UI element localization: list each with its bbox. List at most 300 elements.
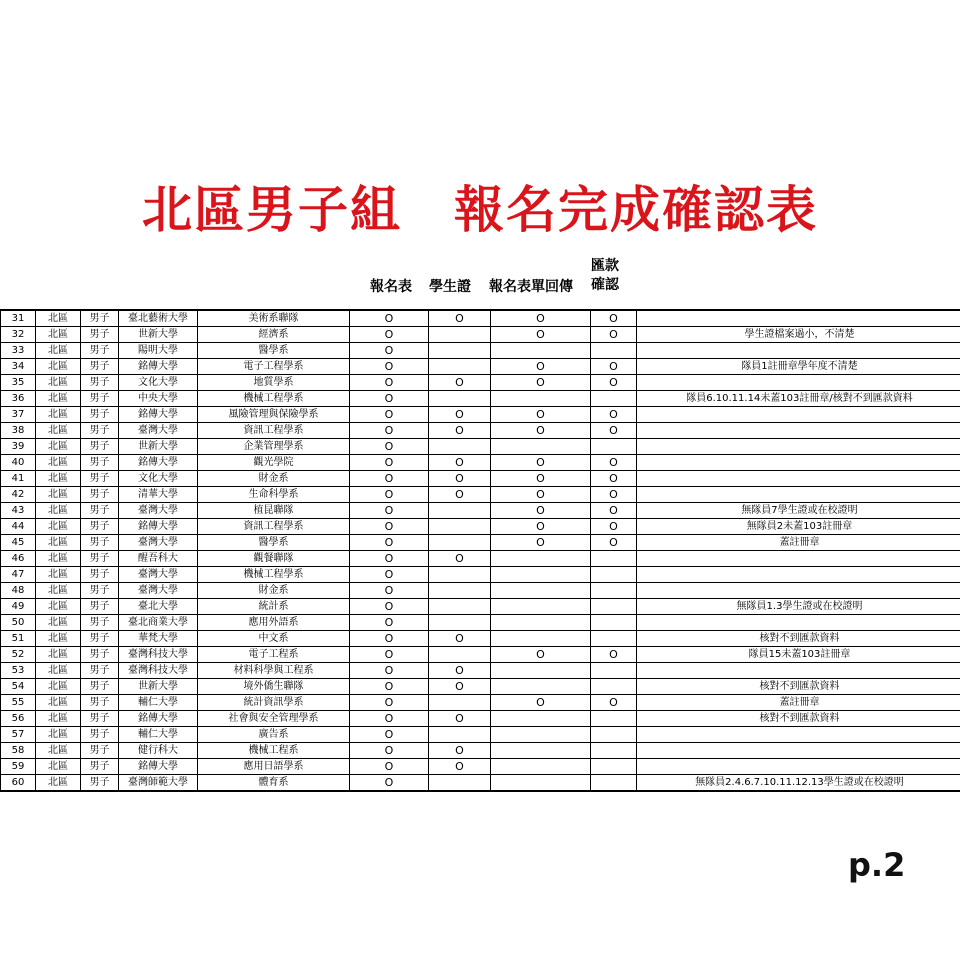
row-number-cell: 47 [1, 567, 36, 583]
note-cell [637, 743, 960, 759]
payment-confirm-mark: O [591, 375, 637, 391]
note-cell: 隊員15未蓋103註冊章 [637, 647, 960, 663]
header-form-return: 報名表單回傳 [489, 279, 573, 295]
payment-confirm-mark [591, 775, 637, 792]
registration-form-mark: O [350, 359, 429, 375]
table-row [1, 695, 960, 711]
row-number-cell: 49 [1, 599, 36, 615]
row-number-cell: 43 [1, 503, 36, 519]
payment-confirm-mark [591, 631, 637, 647]
registration-table [0, 309, 960, 792]
department-cell: 社會與安全管理學系 [198, 711, 350, 727]
payment-confirm-mark [591, 567, 637, 583]
region-cell: 北區 [36, 455, 81, 471]
form-return-mark [491, 439, 591, 455]
table-row [1, 503, 960, 519]
region-cell: 北區 [36, 727, 81, 743]
student-id-mark: O [429, 551, 491, 567]
form-return-mark [491, 391, 591, 407]
student-id-mark [429, 727, 491, 743]
registration-form-mark: O [350, 375, 429, 391]
table-row [1, 359, 960, 375]
student-id-mark: O [429, 375, 491, 391]
region-cell: 北區 [36, 423, 81, 439]
school-cell: 臺灣科技大學 [119, 663, 198, 679]
registration-form-mark: O [350, 615, 429, 631]
row-number-cell: 51 [1, 631, 36, 647]
gender-cell: 男子 [81, 775, 119, 792]
gender-cell: 男子 [81, 375, 119, 391]
gender-cell: 男子 [81, 407, 119, 423]
gender-cell: 男子 [81, 391, 119, 407]
row-number-cell: 48 [1, 583, 36, 599]
region-cell: 北區 [36, 583, 81, 599]
school-cell: 臺北藝術大學 [119, 310, 198, 327]
payment-confirm-mark: O [591, 423, 637, 439]
header-payment-line2: 確認 [591, 277, 619, 293]
row-number-cell: 58 [1, 743, 36, 759]
form-return-mark: O [491, 695, 591, 711]
note-cell [637, 759, 960, 775]
form-return-mark: O [491, 647, 591, 663]
region-cell: 北區 [36, 743, 81, 759]
table-row [1, 310, 960, 327]
student-id-mark: O [429, 743, 491, 759]
gender-cell: 男子 [81, 679, 119, 695]
department-cell: 美術系聯隊 [198, 310, 350, 327]
row-number-cell: 60 [1, 775, 36, 792]
school-cell: 臺灣大學 [119, 535, 198, 551]
department-cell: 統計資訊學系 [198, 695, 350, 711]
form-return-mark: O [491, 359, 591, 375]
note-cell [637, 407, 960, 423]
region-cell: 北區 [36, 663, 81, 679]
registration-form-mark: O [350, 631, 429, 647]
student-id-mark: O [429, 310, 491, 327]
region-cell: 北區 [36, 535, 81, 551]
gender-cell: 男子 [81, 487, 119, 503]
student-id-mark [429, 775, 491, 792]
student-id-mark [429, 583, 491, 599]
gender-cell: 男子 [81, 743, 119, 759]
school-cell: 世新大學 [119, 679, 198, 695]
row-number-cell: 32 [1, 327, 36, 343]
header-registration-form: 報名表 [370, 279, 412, 295]
student-id-mark [429, 439, 491, 455]
department-cell: 應用日語學系 [198, 759, 350, 775]
school-cell: 臺灣大學 [119, 567, 198, 583]
student-id-mark: O [429, 711, 491, 727]
region-cell: 北區 [36, 343, 81, 359]
school-cell: 臺北商業大學 [119, 615, 198, 631]
note-cell: 無隊員2未蓋103註冊章 [637, 519, 960, 535]
department-cell: 廣告系 [198, 727, 350, 743]
region-cell: 北區 [36, 631, 81, 647]
form-return-mark [491, 567, 591, 583]
gender-cell: 男子 [81, 519, 119, 535]
note-cell: 隊員1註冊章學年度不清楚 [637, 359, 960, 375]
registration-form-mark: O [350, 327, 429, 343]
school-cell: 文化大學 [119, 471, 198, 487]
table-row [1, 423, 960, 439]
table-row [1, 679, 960, 695]
payment-confirm-mark [591, 759, 637, 775]
student-id-mark: O [429, 679, 491, 695]
form-return-mark [491, 583, 591, 599]
payment-confirm-mark: O [591, 359, 637, 375]
payment-confirm-mark: O [591, 407, 637, 423]
row-number-cell: 57 [1, 727, 36, 743]
note-cell [637, 727, 960, 743]
student-id-mark [429, 359, 491, 375]
gender-cell: 男子 [81, 647, 119, 663]
student-id-mark: O [429, 631, 491, 647]
row-number-cell: 46 [1, 551, 36, 567]
row-number-cell: 55 [1, 695, 36, 711]
registration-form-mark: O [350, 519, 429, 535]
form-return-mark: O [491, 310, 591, 327]
department-cell: 資訊工程學系 [198, 519, 350, 535]
payment-confirm-mark [591, 711, 637, 727]
department-cell: 機械工程學系 [198, 567, 350, 583]
page-number: p.2 [848, 846, 906, 884]
student-id-mark [429, 343, 491, 359]
table-row [1, 743, 960, 759]
note-cell [637, 375, 960, 391]
student-id-mark [429, 535, 491, 551]
payment-confirm-mark [591, 727, 637, 743]
department-cell: 資訊工程學系 [198, 423, 350, 439]
registration-form-mark: O [350, 679, 429, 695]
note-cell [637, 343, 960, 359]
row-number-cell: 59 [1, 759, 36, 775]
row-number-cell: 39 [1, 439, 36, 455]
school-cell: 臺北大學 [119, 599, 198, 615]
school-cell: 臺灣大學 [119, 583, 198, 599]
note-cell [637, 615, 960, 631]
payment-confirm-mark [591, 663, 637, 679]
region-cell: 北區 [36, 647, 81, 663]
note-cell [637, 423, 960, 439]
payment-confirm-mark: O [591, 310, 637, 327]
department-cell: 地質學系 [198, 375, 350, 391]
row-number-cell: 54 [1, 679, 36, 695]
form-return-mark: O [491, 327, 591, 343]
gender-cell: 男子 [81, 695, 119, 711]
table-row [1, 375, 960, 391]
table-row [1, 439, 960, 455]
region-cell: 北區 [36, 310, 81, 327]
gender-cell: 男子 [81, 535, 119, 551]
form-return-mark [491, 679, 591, 695]
payment-confirm-mark: O [591, 471, 637, 487]
form-return-mark [491, 775, 591, 792]
school-cell: 文化大學 [119, 375, 198, 391]
payment-confirm-mark [591, 743, 637, 759]
registration-form-mark: O [350, 535, 429, 551]
note-cell: 核對不到匯款資料 [637, 631, 960, 647]
registration-form-mark: O [350, 759, 429, 775]
form-return-mark [491, 759, 591, 775]
note-cell: 核對不到匯款資料 [637, 711, 960, 727]
note-cell [637, 310, 960, 327]
student-id-mark: O [429, 471, 491, 487]
school-cell: 中央大學 [119, 391, 198, 407]
note-cell [637, 551, 960, 567]
department-cell: 財金系 [198, 583, 350, 599]
note-cell: 學生證檔案過小，不清楚 [637, 327, 960, 343]
department-cell: 觀餐聯隊 [198, 551, 350, 567]
row-number-cell: 52 [1, 647, 36, 663]
school-cell: 輔仁大學 [119, 695, 198, 711]
department-cell: 醫學系 [198, 535, 350, 551]
student-id-mark [429, 647, 491, 663]
registration-form-mark: O [350, 711, 429, 727]
registration-form-mark: O [350, 391, 429, 407]
school-cell: 臺灣師範大學 [119, 775, 198, 792]
row-number-cell: 56 [1, 711, 36, 727]
student-id-mark: O [429, 455, 491, 471]
form-return-mark [491, 631, 591, 647]
school-cell: 陽明大學 [119, 343, 198, 359]
registration-form-mark: O [350, 503, 429, 519]
form-return-mark [491, 711, 591, 727]
note-cell [637, 439, 960, 455]
note-cell: 核對不到匯款資料 [637, 679, 960, 695]
table-row [1, 343, 960, 359]
table-row [1, 647, 960, 663]
payment-confirm-mark: O [591, 647, 637, 663]
row-number-cell: 38 [1, 423, 36, 439]
student-id-mark [429, 615, 491, 631]
row-number-cell: 35 [1, 375, 36, 391]
table-row [1, 727, 960, 743]
table-row [1, 567, 960, 583]
table-row [1, 759, 960, 775]
table-row [1, 471, 960, 487]
registration-form-mark: O [350, 775, 429, 792]
payment-confirm-mark: O [591, 327, 637, 343]
header-payment-line1: 匯款 [591, 258, 619, 274]
department-cell: 企業管理學系 [198, 439, 350, 455]
region-cell: 北區 [36, 375, 81, 391]
header-student-id: 學生證 [429, 279, 471, 295]
gender-cell: 男子 [81, 359, 119, 375]
form-return-mark: O [491, 375, 591, 391]
note-cell [637, 583, 960, 599]
registration-form-mark: O [350, 583, 429, 599]
registration-form-mark: O [350, 487, 429, 503]
region-cell: 北區 [36, 503, 81, 519]
row-number-cell: 40 [1, 455, 36, 471]
student-id-mark: O [429, 407, 491, 423]
school-cell: 銘傳大學 [119, 407, 198, 423]
row-number-cell: 53 [1, 663, 36, 679]
region-cell: 北區 [36, 519, 81, 535]
registration-form-mark: O [350, 423, 429, 439]
table-row [1, 391, 960, 407]
department-cell: 風險管理與保險學系 [198, 407, 350, 423]
gender-cell: 男子 [81, 455, 119, 471]
school-cell: 銘傳大學 [119, 359, 198, 375]
department-cell: 統計系 [198, 599, 350, 615]
region-cell: 北區 [36, 487, 81, 503]
student-id-mark: O [429, 423, 491, 439]
gender-cell: 男子 [81, 310, 119, 327]
gender-cell: 男子 [81, 471, 119, 487]
school-cell: 清華大學 [119, 487, 198, 503]
region-cell: 北區 [36, 391, 81, 407]
form-return-mark: O [491, 487, 591, 503]
page-title: 北區男子組 報名完成確認表 [142, 180, 818, 239]
student-id-mark [429, 391, 491, 407]
registration-form-mark: O [350, 599, 429, 615]
table-row [1, 599, 960, 615]
payment-confirm-mark: O [591, 535, 637, 551]
registration-form-mark: O [350, 663, 429, 679]
table-row [1, 519, 960, 535]
form-return-mark: O [491, 471, 591, 487]
table-row [1, 631, 960, 647]
registration-form-mark: O [350, 551, 429, 567]
table-row [1, 615, 960, 631]
region-cell: 北區 [36, 471, 81, 487]
region-cell: 北區 [36, 679, 81, 695]
registration-form-mark: O [350, 310, 429, 327]
school-cell: 華梵大學 [119, 631, 198, 647]
region-cell: 北區 [36, 615, 81, 631]
payment-confirm-mark [591, 439, 637, 455]
payment-confirm-mark [591, 551, 637, 567]
region-cell: 北區 [36, 359, 81, 375]
gender-cell: 男子 [81, 727, 119, 743]
department-cell: 植昆聯隊 [198, 503, 350, 519]
registration-form-mark: O [350, 567, 429, 583]
student-id-mark [429, 567, 491, 583]
table-row [1, 327, 960, 343]
department-cell: 觀光學院 [198, 455, 350, 471]
form-return-mark [491, 663, 591, 679]
school-cell: 銘傳大學 [119, 455, 198, 471]
gender-cell: 男子 [81, 631, 119, 647]
gender-cell: 男子 [81, 503, 119, 519]
payment-confirm-mark: O [591, 519, 637, 535]
payment-confirm-mark [591, 599, 637, 615]
registration-form-mark: O [350, 407, 429, 423]
registration-form-mark: O [350, 455, 429, 471]
region-cell: 北區 [36, 327, 81, 343]
gender-cell: 男子 [81, 599, 119, 615]
row-number-cell: 41 [1, 471, 36, 487]
table-body [1, 310, 960, 791]
department-cell: 財金系 [198, 471, 350, 487]
school-cell: 銘傳大學 [119, 759, 198, 775]
payment-confirm-mark [591, 583, 637, 599]
table-row [1, 583, 960, 599]
region-cell: 北區 [36, 775, 81, 792]
note-cell [637, 471, 960, 487]
row-number-cell: 33 [1, 343, 36, 359]
department-cell: 經濟系 [198, 327, 350, 343]
student-id-mark: O [429, 759, 491, 775]
school-cell: 健行科大 [119, 743, 198, 759]
row-number-cell: 50 [1, 615, 36, 631]
table-row [1, 407, 960, 423]
gender-cell: 男子 [81, 615, 119, 631]
gender-cell: 男子 [81, 423, 119, 439]
payment-confirm-mark: O [591, 455, 637, 471]
form-return-mark: O [491, 407, 591, 423]
payment-confirm-mark: O [591, 503, 637, 519]
row-number-cell: 31 [1, 310, 36, 327]
school-cell: 臺灣科技大學 [119, 647, 198, 663]
school-cell: 世新大學 [119, 439, 198, 455]
department-cell: 材料科學與工程系 [198, 663, 350, 679]
note-cell: 蓋註冊章 [637, 535, 960, 551]
table-row [1, 487, 960, 503]
row-number-cell: 42 [1, 487, 36, 503]
row-number-cell: 34 [1, 359, 36, 375]
department-cell: 電子工程系 [198, 647, 350, 663]
form-return-mark [491, 343, 591, 359]
registration-form-mark: O [350, 727, 429, 743]
region-cell: 北區 [36, 567, 81, 583]
row-number-cell: 36 [1, 391, 36, 407]
school-cell: 臺灣大學 [119, 503, 198, 519]
department-cell: 體育系 [198, 775, 350, 792]
department-cell: 境外僑生聯隊 [198, 679, 350, 695]
table-row [1, 711, 960, 727]
form-return-mark [491, 727, 591, 743]
table-row [1, 663, 960, 679]
payment-confirm-mark: O [591, 695, 637, 711]
school-cell: 銘傳大學 [119, 519, 198, 535]
payment-confirm-mark [591, 343, 637, 359]
region-cell: 北區 [36, 711, 81, 727]
school-cell: 臺灣大學 [119, 423, 198, 439]
region-cell: 北區 [36, 759, 81, 775]
region-cell: 北區 [36, 439, 81, 455]
student-id-mark: O [429, 663, 491, 679]
row-number-cell: 37 [1, 407, 36, 423]
gender-cell: 男子 [81, 343, 119, 359]
department-cell: 電子工程學系 [198, 359, 350, 375]
school-cell: 醒吾科大 [119, 551, 198, 567]
student-id-mark: O [429, 487, 491, 503]
form-return-mark: O [491, 535, 591, 551]
note-cell [637, 455, 960, 471]
form-return-mark: O [491, 423, 591, 439]
table-row [1, 535, 960, 551]
note-cell [637, 663, 960, 679]
school-cell: 世新大學 [119, 327, 198, 343]
table-row [1, 455, 960, 471]
form-return-mark: O [491, 455, 591, 471]
row-number-cell: 45 [1, 535, 36, 551]
student-id-mark [429, 503, 491, 519]
note-cell [637, 487, 960, 503]
school-cell: 銘傳大學 [119, 711, 198, 727]
gender-cell: 男子 [81, 551, 119, 567]
department-cell: 生命科學系 [198, 487, 350, 503]
gender-cell: 男子 [81, 663, 119, 679]
table-row [1, 551, 960, 567]
department-cell: 醫學系 [198, 343, 350, 359]
department-cell: 機械工程學系 [198, 391, 350, 407]
department-cell: 應用外語系 [198, 615, 350, 631]
note-cell: 無隊員7學生證或在校證明 [637, 503, 960, 519]
registration-form-mark: O [350, 695, 429, 711]
